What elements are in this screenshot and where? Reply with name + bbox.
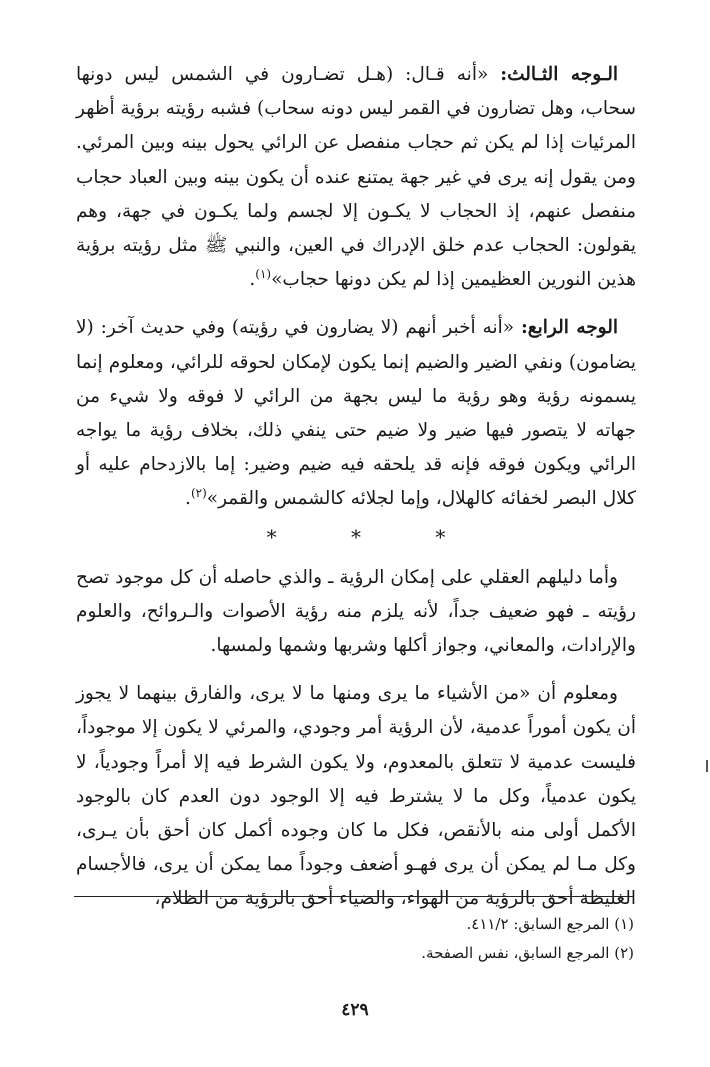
page-number: ٤٢٩ <box>341 1000 369 1020</box>
footnote-divider <box>74 896 634 897</box>
footnote-2: (٢) المرجع السابق، نفس الصفحة. <box>421 944 634 962</box>
paragraph-text: «أنه أخبر أنهم (لا يضارون في رؤيته) وفي حديث آخر: (لا يضامون) ونفي الضير والضيم إنما يكون لإمكان لحوقه للرائي، ومعلوم إنما يسمونه رؤية وهو رؤية ما ليس بجهة من الرائي لا فوقه ولا شيء من جهاته لا يتصور فيها ضير ولا ضيم حتى ينفي ذلك، بخلاف رؤية ما يواجه الرائي ويكون فوقه فإنه قد يلحقه فيه ضيم وضير: إما بالازدحام عليه أو كلال البصر لخفائه كالهلال، وإما لجلائه كالشمس والقمر» <box>76 317 636 510</box>
margin-mark <box>706 760 708 772</box>
paragraph-third-aspect <box>76 58 636 297</box>
paragraph-known: ومعلوم أن «من الأشياء ما يرى ومنها ما لا يرى، والفارق بينهما لا يجوز أن يكون أموراً عدمية، لأن الرؤية أمر وجودي، والمرئي لا يكون إلا موجوداً، فليست عدمية لا تتعلق بالمعدوم، ولا يكون الشرط فيه إلا أمراً وجودياً، لا يكون عدمياً، وكل ما لا يشترط فيه إلا الوجود دون العدم كان بالوجود الأكمل أولى منه بالأنقص، فكل ما كان وجوده أكمل كان أحق بأن يـرى، وكل مـا لم يمكن أن يرى فهـو أضعف وجوداً مما يمكن أن يرى، فالأجسام الغليظة أحق بالرؤية من الهواء، والضياء أحق بالرؤية من الظلام، <box>76 683 636 910</box>
paragraph-rational-proof: وأما دليلهم العقلي على إمكان الرؤية ـ والذي حاصله أن كل موجود تصح رؤيته ـ فهو ضعيف جداً، لأنه يلزم منه رؤية الأصوات والـروائح، والعلوم والإرادات، والمعاني، وجواز أكلها وشربها وشمها ولمسها. <box>76 566 636 657</box>
paragraph-gap <box>76 663 636 677</box>
page-body <box>76 58 636 917</box>
paragraph-heading: الوجه الرابع: <box>520 317 619 339</box>
paragraph-heading: الـوجه الثـالث: <box>500 64 618 85</box>
footnotes <box>74 910 634 968</box>
paragraph-fourth-aspect <box>76 311 636 516</box>
footnote-1: (١) المرجع السابق: ٤١١/٢. <box>466 915 634 933</box>
paragraph-end: . <box>249 269 256 291</box>
paragraph-gap <box>76 297 636 311</box>
footnote-ref[interactable]: (١) <box>255 267 272 282</box>
paragraph-text: «أنه قـال: (هـل تضـارون في الشمس ليس دونها سحاب، وهل تضارون في القمر ليس دونه سحاب) فشبه رؤيته برؤية أظهر المرئيات إذا لم يكن ثم حجاب منفصل عن الرائي يحول بينه وبين المرئي. ومن يقول إنه يرى في غير جهة يمتنع عنده أن يكون بينه وبين العباد حجاب منفصل عنهم، إذ الحجاب لا يكـون إلا لجسم ولما يكـون في جهة، وهم يقولون: الحجاب عدم خلق الإدراك في العين، والنبي ﷺ مثل رؤيته برؤية هذين النورين العظيمين إذا لم يكن دونها حجاب» <box>76 64 636 291</box>
paragraph-end: . <box>185 488 191 510</box>
section-separator: * * * <box>266 524 480 549</box>
footnote-ref[interactable]: (٢) <box>190 486 207 501</box>
